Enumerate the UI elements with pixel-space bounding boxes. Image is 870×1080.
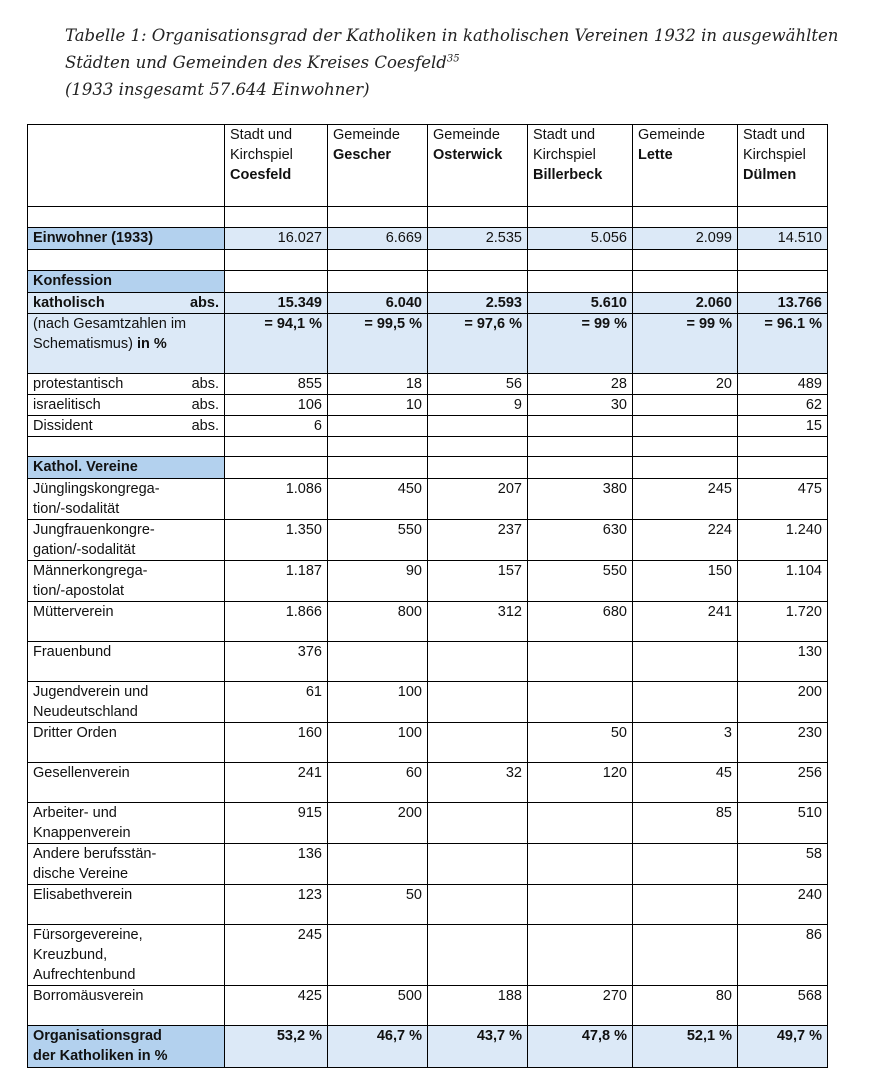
table-cell: 200 <box>738 682 828 723</box>
table-row <box>28 395 828 416</box>
table-cell: 855 <box>225 374 328 395</box>
table-cell: 61 <box>225 682 328 723</box>
spacer-row <box>28 250 828 271</box>
section-heading-konfession: Konfession <box>28 271 225 293</box>
table-cell: 30 <box>528 395 633 416</box>
table-cell: 90 <box>328 561 428 602</box>
table-cell <box>428 642 528 682</box>
vereine-heading-row <box>28 457 828 479</box>
caption-line-3: (1933 insgesamt 57.644 Einwohner) <box>65 80 370 99</box>
konfession-heading-row <box>28 271 828 293</box>
table-row <box>28 561 828 602</box>
katholisch-label: katholisch abs. <box>28 293 225 314</box>
row-label: Frauenbund <box>28 642 225 682</box>
table-cell <box>328 416 428 437</box>
table-row <box>28 602 828 642</box>
table-cell: 188 <box>428 986 528 1026</box>
table-cell: 160 <box>225 723 328 763</box>
row-label: protestantisch abs. <box>28 374 225 395</box>
caption-line-2 <box>65 49 845 76</box>
table-row <box>28 416 828 437</box>
row-label: Gesellenverein <box>28 763 225 803</box>
table-cell: 2.593 <box>428 293 528 314</box>
row-label: Fürsorgevereine, Kreuzbund, Aufrechtenbund <box>28 925 225 986</box>
table-cell <box>633 885 738 925</box>
table-cell: 245 <box>225 925 328 986</box>
table-cell: 120 <box>528 763 633 803</box>
table-cell: = 97,6 % <box>428 314 528 374</box>
katholisch-percent-row <box>28 314 828 374</box>
table-cell <box>328 844 428 885</box>
row-label: Dissident abs. <box>28 416 225 437</box>
table-cell: 6 <box>225 416 328 437</box>
table-cell: 157 <box>428 561 528 602</box>
table-cell <box>528 885 633 925</box>
spacer-row <box>28 207 828 228</box>
table-cell <box>428 925 528 986</box>
table-row <box>28 803 828 844</box>
table-cell: 224 <box>633 520 738 561</box>
table-cell: 6.669 <box>328 228 428 250</box>
katholisch-row <box>28 293 828 314</box>
table-cell: 18 <box>328 374 428 395</box>
table-cell: = 99 % <box>528 314 633 374</box>
header-row <box>28 125 828 207</box>
table-cell: 86 <box>738 925 828 986</box>
table-cell: 150 <box>633 561 738 602</box>
percent-label: (nach Gesamtzahlen im Schematismus) in % <box>28 314 225 374</box>
table-cell: 680 <box>528 602 633 642</box>
table-cell: 550 <box>528 561 633 602</box>
table-cell: 13.766 <box>738 293 828 314</box>
table-cell: 28 <box>528 374 633 395</box>
table-cell: 6.040 <box>328 293 428 314</box>
row-label: Jugendverein und Neudeutschland <box>28 682 225 723</box>
table-cell: 5.610 <box>528 293 633 314</box>
column-header-gescher: Gemeinde Gescher <box>328 125 428 207</box>
table-cell: 56 <box>428 374 528 395</box>
table-cell: 50 <box>528 723 633 763</box>
table-cell: 237 <box>428 520 528 561</box>
table-cell: 9 <box>428 395 528 416</box>
table-row <box>28 763 828 803</box>
table-cell: 5.056 <box>528 228 633 250</box>
table-cell <box>428 416 528 437</box>
table-cell: 2.535 <box>428 228 528 250</box>
table-cell: 46,7 % <box>328 1026 428 1068</box>
table-cell: 207 <box>428 479 528 520</box>
table-cell: 60 <box>328 763 428 803</box>
table-cell: 256 <box>738 763 828 803</box>
table-cell: 50 <box>328 885 428 925</box>
table-cell <box>528 682 633 723</box>
table-cell <box>428 885 528 925</box>
table-cell: 1.720 <box>738 602 828 642</box>
table-cell <box>528 642 633 682</box>
table-cell: 49,7 % <box>738 1026 828 1068</box>
table-cell: 14.510 <box>738 228 828 250</box>
table-cell: 240 <box>738 885 828 925</box>
table-cell: 100 <box>328 682 428 723</box>
table-cell: 53,2 % <box>225 1026 328 1068</box>
table-cell: 80 <box>633 986 738 1026</box>
table-cell: 52,1 % <box>633 1026 738 1068</box>
table-row <box>28 642 828 682</box>
table-cell: = 99 % <box>633 314 738 374</box>
table-cell: 489 <box>738 374 828 395</box>
table-row <box>28 479 828 520</box>
einwohner-label: Einwohner (1933) <box>28 228 225 250</box>
table-cell: 32 <box>428 763 528 803</box>
table-cell: 1.187 <box>225 561 328 602</box>
table-cell: 425 <box>225 986 328 1026</box>
table-cell: 123 <box>225 885 328 925</box>
table-row <box>28 723 828 763</box>
row-label: Arbeiter- und Knappenverein <box>28 803 225 844</box>
column-header-billerbeck: Stadt und Kirchspiel Billerbeck <box>528 125 633 207</box>
table-cell <box>428 844 528 885</box>
einwohner-row <box>28 228 828 250</box>
row-label: Borromäusverein <box>28 986 225 1026</box>
table-cell: 312 <box>428 602 528 642</box>
row-label: Mütterverein <box>28 602 225 642</box>
row-label: Jungfrauenkongre- gation/-sodalität <box>28 520 225 561</box>
table-row <box>28 925 828 986</box>
table-cell: 380 <box>528 479 633 520</box>
table-cell <box>633 844 738 885</box>
table-caption <box>65 22 845 103</box>
table-cell <box>428 682 528 723</box>
table-cell: 510 <box>738 803 828 844</box>
row-label: israelitisch abs. <box>28 395 225 416</box>
table-cell <box>328 642 428 682</box>
table-cell: 2.099 <box>633 228 738 250</box>
table-cell: 241 <box>225 763 328 803</box>
footnote-ref: 35 <box>446 53 460 65</box>
table-cell: 1.104 <box>738 561 828 602</box>
table-cell: 2.060 <box>633 293 738 314</box>
table-cell <box>633 642 738 682</box>
table-cell: 630 <box>528 520 633 561</box>
spacer-row <box>28 437 828 457</box>
table-row <box>28 520 828 561</box>
table-cell: 58 <box>738 844 828 885</box>
column-header-coesfeld: Stadt und Kirchspiel Coesfeld <box>225 125 328 207</box>
table-cell: 568 <box>738 986 828 1026</box>
table-cell: 230 <box>738 723 828 763</box>
row-label: Andere berufsstän- dische Vereine <box>28 844 225 885</box>
table-cell: 15 <box>738 416 828 437</box>
table-cell: 62 <box>738 395 828 416</box>
row-label: Elisabethverein <box>28 885 225 925</box>
table-cell: 45 <box>633 763 738 803</box>
table-row <box>28 682 828 723</box>
table-cell: = 99,5 % <box>328 314 428 374</box>
table-row <box>28 374 828 395</box>
row-label: Männerkongrega- tion/-apostolat <box>28 561 225 602</box>
table-cell: 10 <box>328 395 428 416</box>
table-cell: 915 <box>225 803 328 844</box>
table-cell: 47,8 % <box>528 1026 633 1068</box>
table-cell: 3 <box>633 723 738 763</box>
table-cell: 100 <box>328 723 428 763</box>
table-cell <box>328 925 428 986</box>
table-cell: 270 <box>528 986 633 1026</box>
table-cell <box>633 682 738 723</box>
table-cell <box>633 395 738 416</box>
table-cell <box>528 925 633 986</box>
table-cell: = 96.1 % <box>738 314 828 374</box>
caption-line-2-text: Städten und Gemeinden des Kreises Coesfeld <box>65 53 447 72</box>
table-cell: 130 <box>738 642 828 682</box>
table-cell: 85 <box>633 803 738 844</box>
table-cell <box>528 416 633 437</box>
table-cell: 1.240 <box>738 520 828 561</box>
table-cell: 800 <box>328 602 428 642</box>
table-cell <box>428 803 528 844</box>
header-corner <box>28 125 225 207</box>
caption-line-1: Tabelle 1: Organisationsgrad der Katholiken in katholischen Vereinen 1932 in ausgewählten <box>65 26 839 45</box>
table-cell: 450 <box>328 479 428 520</box>
table-cell <box>528 844 633 885</box>
table-cell: 136 <box>225 844 328 885</box>
table-cell <box>633 416 738 437</box>
table-cell: 20 <box>633 374 738 395</box>
table-cell <box>528 803 633 844</box>
table-cell: 1.086 <box>225 479 328 520</box>
table-cell: 200 <box>328 803 428 844</box>
table-cell: 500 <box>328 986 428 1026</box>
table-cell: 376 <box>225 642 328 682</box>
column-header-duelmen: Stadt und Kirchspiel Dülmen <box>738 125 828 207</box>
organisationsgrad-row <box>28 1026 828 1068</box>
table-cell: 550 <box>328 520 428 561</box>
organisationsgrad-label: Organisationsgrad der Katholiken in % <box>28 1026 225 1068</box>
table-cell: 241 <box>633 602 738 642</box>
table-cell: = 94,1 % <box>225 314 328 374</box>
table-cell: 15.349 <box>225 293 328 314</box>
table-cell: 475 <box>738 479 828 520</box>
row-label: Jünglingskongrega- tion/-sodalität <box>28 479 225 520</box>
table-cell: 1.866 <box>225 602 328 642</box>
row-label: Dritter Orden <box>28 723 225 763</box>
statistics-table <box>27 124 828 1068</box>
table-cell: 1.350 <box>225 520 328 561</box>
table-cell: 43,7 % <box>428 1026 528 1068</box>
table-row <box>28 986 828 1026</box>
table-cell <box>633 925 738 986</box>
table-cell: 106 <box>225 395 328 416</box>
table-row <box>28 844 828 885</box>
table-cell: 16.027 <box>225 228 328 250</box>
table-cell <box>428 723 528 763</box>
column-header-osterwick: Gemeinde Osterwick <box>428 125 528 207</box>
column-header-lette: Gemeinde Lette <box>633 125 738 207</box>
table-row <box>28 885 828 925</box>
table-cell: 245 <box>633 479 738 520</box>
section-heading-vereine: Kathol. Vereine <box>28 457 225 479</box>
